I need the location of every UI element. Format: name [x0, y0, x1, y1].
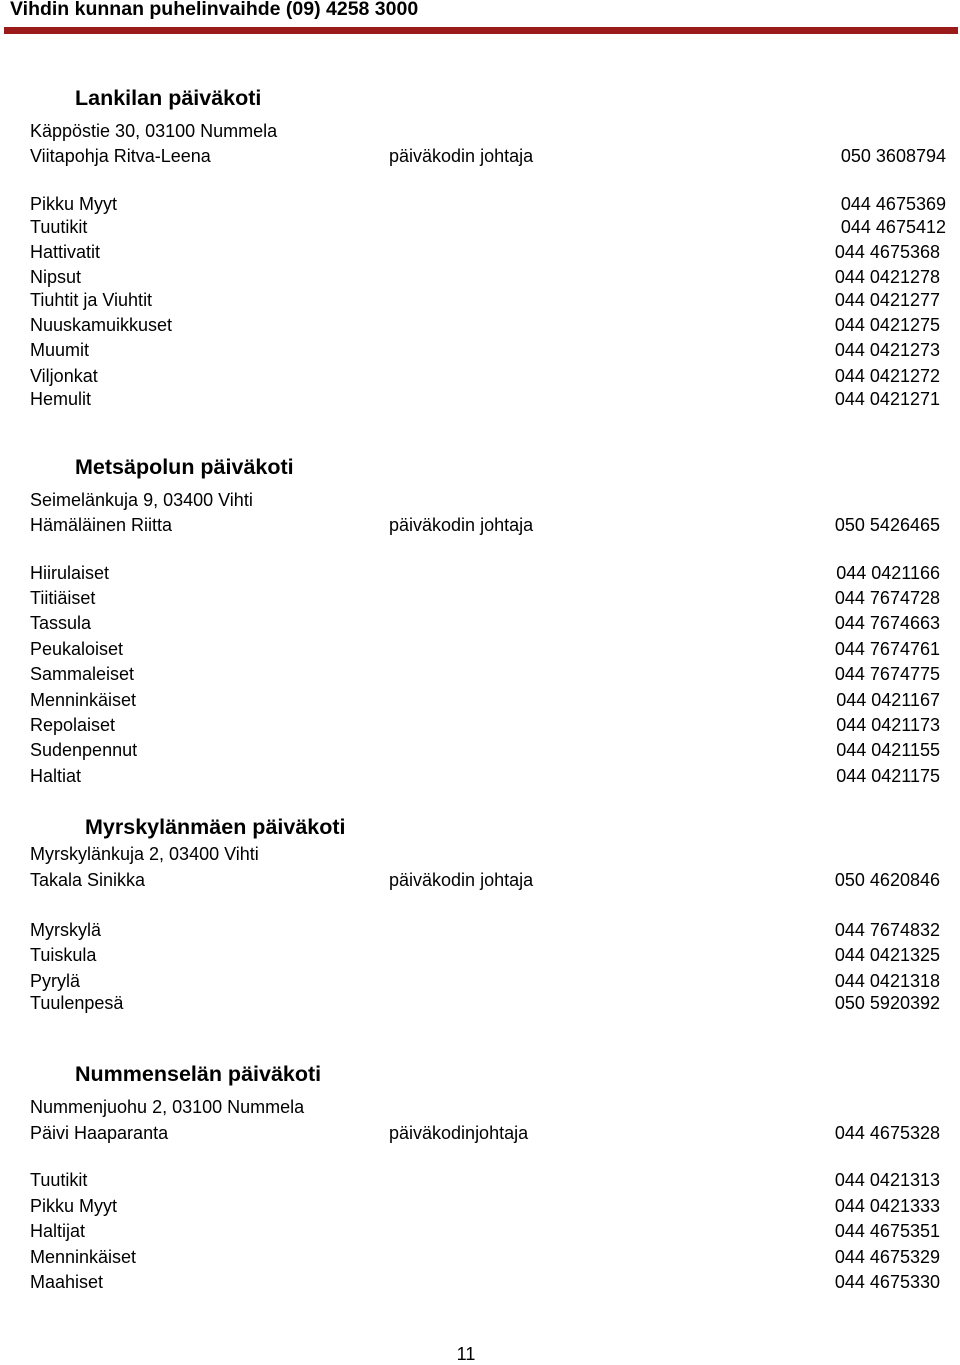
group-name: Tiuhtit ja Viuhtit [30, 290, 153, 310]
group-name: Hemulit [30, 389, 92, 409]
section-address: Käppöstie 30, 03100 Nummela [30, 121, 278, 141]
group-phone: 044 0421278 [834, 267, 940, 287]
group-phone: 044 7674832 [834, 920, 940, 940]
group-name: Tuutikit [30, 1170, 88, 1190]
group-phone: 044 0421333 [834, 1196, 940, 1216]
group-name: Pyrylä [30, 971, 81, 991]
group-name: Nipsut [30, 267, 82, 287]
group-name: Sudenpennut [30, 740, 138, 760]
group-phone: 044 0421275 [834, 315, 940, 335]
group-name: Tassula [30, 613, 92, 633]
group-phone: 044 4675369 [840, 194, 946, 214]
group-phone: 044 0421175 [836, 766, 940, 786]
director-name: Hämäläinen Riitta [30, 515, 173, 535]
section-title: Lankilan päiväkoti [75, 86, 262, 110]
director-name: Päivi Haaparanta [30, 1123, 169, 1143]
group-name: Tuutikit [30, 217, 88, 237]
director-role: päiväkodinjohtaja [389, 1123, 529, 1143]
group-name: Peukaloiset [30, 639, 124, 659]
group-phone: 044 0421271 [834, 389, 940, 409]
director-phone: 050 3608794 [840, 146, 946, 166]
section-title: Metsäpolun päiväkoti [75, 455, 294, 479]
group-name: Tuulenpesä [30, 993, 124, 1013]
group-name: Pikku Myyt [30, 194, 118, 214]
group-phone: 044 0421167 [836, 690, 940, 710]
director-role: päiväkodin johtaja [389, 870, 534, 890]
director-phone: 050 5426465 [834, 515, 940, 535]
group-name: Repolaiset [30, 715, 116, 735]
group-name: Menninkäiset [30, 690, 137, 710]
group-name: Sammaleiset [30, 664, 135, 684]
section-address: Myrskylänkuja 2, 03400 Vihti [30, 844, 259, 864]
section-address: Seimelänkuja 9, 03400 Vihti [30, 490, 253, 510]
group-phone: 044 4675351 [834, 1221, 940, 1241]
group-name: Tiitiäiset [30, 588, 96, 608]
group-phone: 044 0421173 [836, 715, 940, 735]
group-phone: 044 0421313 [834, 1170, 940, 1190]
group-phone: 044 7674761 [834, 639, 940, 659]
group-name: Menninkäiset [30, 1247, 137, 1267]
group-name: Tuiskula [30, 945, 97, 965]
group-name: Haltiat [30, 766, 82, 786]
section-address: Nummenjuohu 2, 03100 Nummela [30, 1097, 305, 1117]
group-name: Viljonkat [30, 366, 98, 386]
group-phone: 044 4675329 [834, 1247, 940, 1267]
group-name: Myrskylä [30, 920, 101, 940]
group-name: Muumit [30, 340, 90, 360]
header-title: Vihdin kunnan puhelinvaihde (09) 4258 3000 [10, 0, 419, 20]
group-name: Hiirulaiset [30, 563, 110, 583]
director-phone: 050 4620846 [834, 870, 940, 890]
director-role: päiväkodin johtaja [389, 146, 534, 166]
group-name: Haltijat [30, 1221, 86, 1241]
director-name: Viitapohja Ritva-Leena [30, 146, 211, 166]
director-role: päiväkodin johtaja [389, 515, 534, 535]
director-phone: 044 4675328 [834, 1123, 940, 1143]
group-phone: 044 0421273 [834, 340, 940, 360]
page-number: 11 [456, 1344, 476, 1364]
group-name: Maahiset [30, 1272, 104, 1292]
group-phone: 044 0421155 [836, 740, 940, 760]
group-phone: 044 4675412 [840, 217, 946, 237]
section-title: Nummenselän päiväkoti [75, 1062, 322, 1086]
group-phone: 044 4675368 [834, 242, 940, 262]
group-phone: 044 7674663 [834, 613, 940, 633]
group-phone: 050 5920392 [834, 993, 940, 1013]
group-phone: 044 0421166 [836, 563, 940, 583]
section-title: Myrskylänmäen päiväkoti [85, 815, 346, 839]
group-name: Pikku Myyt [30, 1196, 118, 1216]
group-phone: 044 0421272 [834, 366, 940, 386]
group-phone: 044 4675330 [834, 1272, 940, 1292]
group-name: Hattivatit [30, 242, 101, 262]
group-phone: 044 0421277 [834, 290, 940, 310]
group-phone: 044 0421325 [834, 945, 940, 965]
header-rule [4, 27, 958, 34]
group-phone: 044 7674728 [834, 588, 940, 608]
group-name: Nuuskamuikkuset [30, 315, 173, 335]
director-name: Takala Sinikka [30, 870, 146, 890]
group-phone: 044 0421318 [834, 971, 940, 991]
group-phone: 044 7674775 [834, 664, 940, 684]
